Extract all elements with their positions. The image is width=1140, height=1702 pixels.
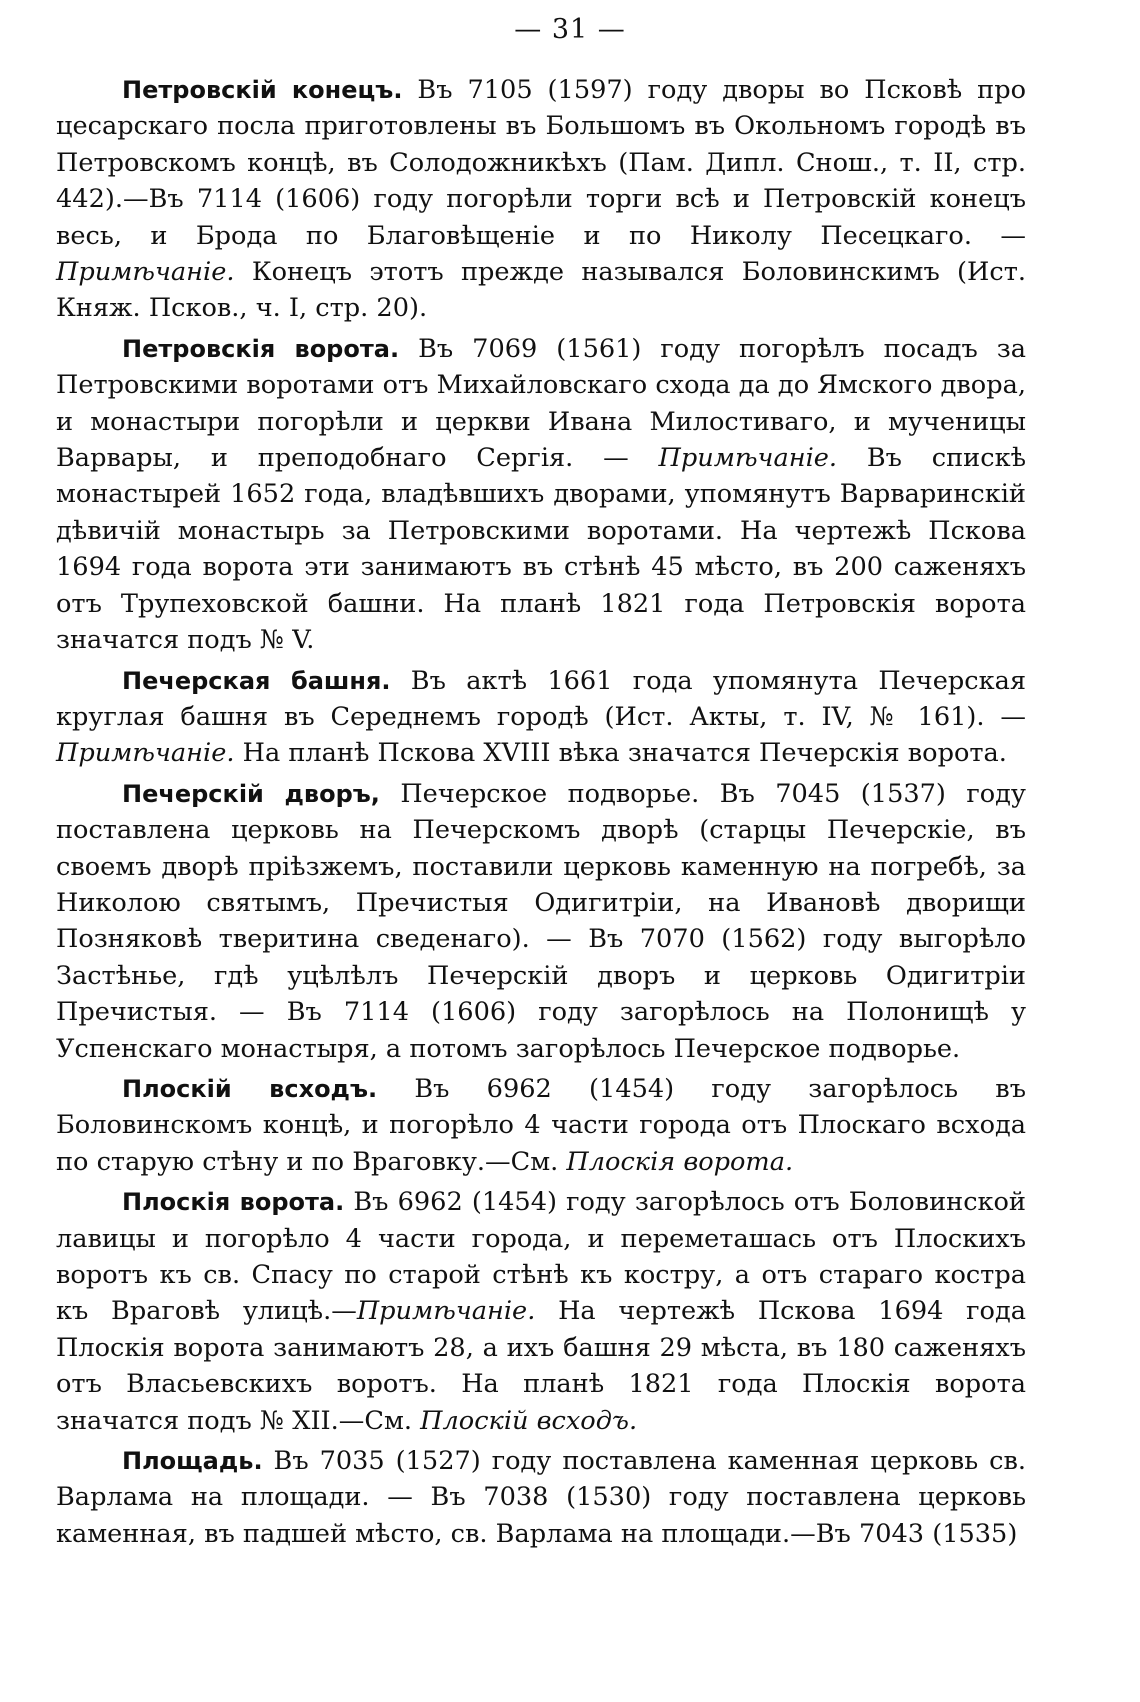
entry-heading: Петровскій конецъ.: [122, 76, 403, 104]
entry-ploshchad: [56, 1443, 1026, 1552]
entry-ploskiya-vorota: [56, 1184, 1026, 1439]
entry-note-label: Примѣчаніе.: [56, 738, 235, 769]
entry-text: Въ спискѣ монастырей 1652 года, владѣвшихъ дворами, упомянутъ Варваринскій дѣвичій монастырь за Петровскими воротами. На чертежѣ Пскова 1694 года ворота эти занимаютъ въ стѣнѣ 45 мѣсто, въ 200 саженяхъ отъ Трупеховской башни. На планѣ 1821 года Петровскія ворота значатся подъ № V.: [56, 443, 1027, 656]
entry-heading: Плоскія ворота.: [122, 1188, 345, 1217]
entry-text: Въ 7069 (1561) году погорѣлъ посадъ за Петровскими воротами отъ Михайловскаго схода да до Ямского двора, и монастыри погорѣли и церкви Ивана Милостиваго, и мученицы Варвары, и преподобнаго Сергія. —: [56, 333, 1026, 474]
entry-note-label: Примѣчаніе.: [56, 257, 235, 288]
entry-cross-reference: Плоскія ворота.: [566, 1146, 794, 1177]
entry-heading: Петровскія ворота.: [122, 334, 400, 363]
entry-note-label: Примѣчаніе.: [658, 443, 838, 474]
page-body: [56, 72, 1026, 1552]
entry-text: Въ 7105 (1597) году дворы во Псковѣ про цесарскаго посла приготовлены въ Большомъ въ Окольномъ городѣ въ Петровскомъ концѣ, въ Солодожникѣхъ (Пам. Дипл. Снош., т. II, стр. 442).—Въ 7114 (1606) году погорѣли торги всѣ и Петровскій конецъ весь, и Брода по Благовѣщеніе и по Николу Песецкаго. —: [56, 75, 1026, 251]
entry-text: На планѣ Пскова XVIII вѣка значатся Печерскія ворота.: [234, 738, 1007, 769]
entry-heading: Печерская башня.: [122, 666, 391, 695]
entry-petrovskiya-vorota: [56, 331, 1026, 659]
entry-pecherskaya-bashnya: [56, 663, 1026, 772]
entry-cross-reference: Плоскій всходъ.: [420, 1405, 638, 1436]
entry-text: На чертежѣ Пскова 1694 года Плоскія ворота занимаютъ 28, а ихъ башня 29 мѣста, въ 180 саженяхъ отъ Власьевскихъ воротъ. На планѣ 1821 года Плоскія ворота значатся подъ № XII.—См.: [56, 1296, 1026, 1436]
entry-heading: Плоскій всходъ.: [122, 1074, 378, 1103]
entry-plosky-vskhod: [56, 1071, 1026, 1180]
entry-heading: Площадь.: [122, 1447, 263, 1476]
entry-text: Въ 6962 (1454) году загорѣлось въ Боловинскомъ концѣ, и погорѣло 4 части города отъ Плоскаго всхода по старую стѣну и по Враговку.—См.: [56, 1073, 1026, 1177]
entry-note-label: Примѣчаніе.: [356, 1296, 536, 1327]
entry-text: Въ 7035 (1527) году поставлена каменная церковь св. Варлама на площади. — Въ 7038 (1530) году поставлена церковь каменная, въ падшей мѣсто, св. Варлама на площади.—Въ 7043 (1535): [56, 1446, 1026, 1549]
page-number: — 31 —: [514, 14, 626, 45]
entry-text: Печерское подворье. Въ 7045 (1537) году поставлена церковь на Печерскомъ дворѣ (старцы Печерскіе, въ своемъ дворѣ пріѣзжемъ, поставили церковь каменную на погребѣ, за Николою святымъ, Пречистыя Одигитріи, на Ивановѣ дворищи Позняковѣ тверитина сведенаго). — Въ 7070 (1562) году выгорѣло Застѣнье, гдѣ уцѣлѣлъ Печерскій дворъ и церковь Одигитріи Пречистыя. — Въ 7114 (1606) году загорѣлось на Полонищѣ у Успенскаго монастыря, а потомъ загорѣлось Печерское подворье.: [56, 778, 1026, 1064]
entry-pechersky-dvor: [56, 776, 1026, 1067]
entry-heading: Печерскій дворъ,: [122, 779, 380, 808]
entry-petrovsky-konets: [56, 72, 1026, 327]
entry-text: Въ 6962 (1454) году загорѣлось отъ Боловинской лавицы и погорѣло 4 части города, и переметашась отъ Плоскихъ воротъ къ св. Спасу по старой стѣнѣ къ костру, а отъ стараго костра къ Враговѣ улицѣ.—: [56, 1187, 1026, 1327]
entry-text: Конецъ этотъ прежде назывался Боловинскимъ (Ист. Княж. Псков., ч. I, стр. 20).: [56, 257, 1026, 324]
entry-text: Въ актѣ 1661 года упомянута Печерская круглая башня въ Середнемъ городѣ (Ист. Акты, т. IV, № 161). —: [56, 665, 1026, 732]
